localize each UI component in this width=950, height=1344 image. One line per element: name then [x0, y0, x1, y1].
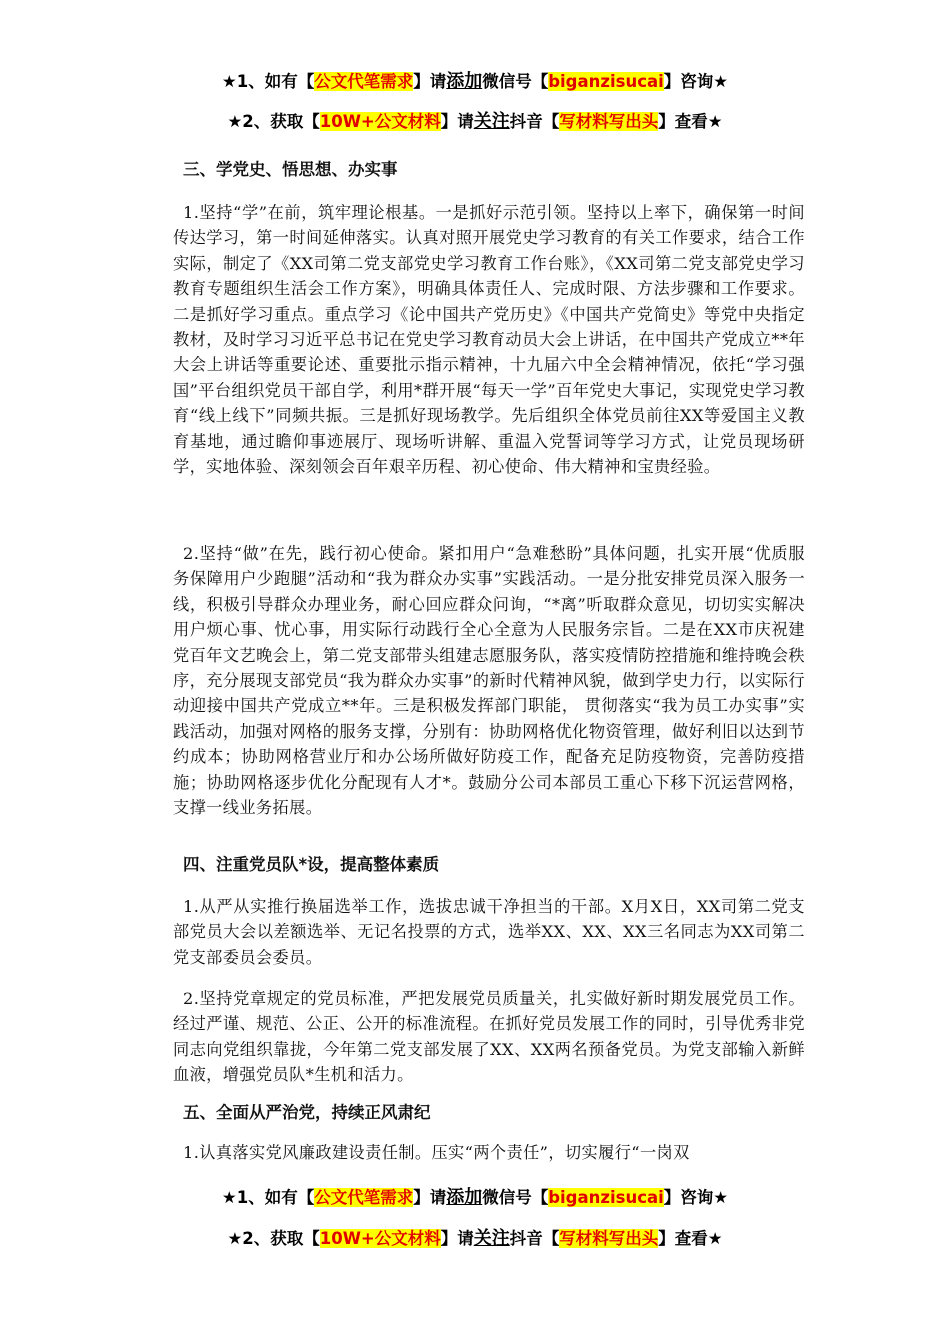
section-3-paragraph-1: [173, 200, 805, 479]
banner-highlight: biganzisucai: [548, 72, 664, 91]
banner-underline: 添加: [446, 1187, 483, 1208]
banner-highlight: 公文代笔需求: [314, 72, 414, 91]
ad-banner-line-1: [0, 70, 950, 94]
banner-text: ★2、获取【: [227, 1229, 320, 1248]
section-4-paragraph-1: [173, 894, 805, 970]
banner-highlight: 写材料写出头: [559, 112, 659, 131]
paragraph: 2.坚持“做”在先，践行初心使命。紧扣用户“急难愁盼”具体问题，扎实开展“优质服务保障用户少跑腿”活动和“我为群众办实事”实践活动。一是分批安排党员深入服务一线，积极引导群众办理业务，耐心回应群众问询，“*离”听取群众意见，切切实实解决用户烦心事、忧心事，用实际行动践行全心全意为人民服务宗旨。二是在XX市庆祝建党百年文艺晚会上，第二党支部带头组建志愿服务队，落实疫情防控措施和维持晚会秩序，充分展现支部党员“我为群众办实事”的新时代精神风貌，做到学史力行，以实际行动迎接中国共产党成立**年。三是积极发挥部门职能， 贯彻落实“我为员工办实事”实践活动，加强对网格的服务支撑，分别有：协助网格优化物资管理，做好利旧以达到节约成本；协助网格营业厅和办公场所做好防疫工作，配备充足防疫物资，完善防疫措施；协助网格逐步优化分配现有人才*。鼓励分公司本部员工重心下移下沉运营网格，支撑一线业务拓展。: [173, 544, 805, 818]
section-heading: 五、全面从严治党，持续正风肃纪: [183, 1103, 431, 1122]
banner-text: 】咨询★: [663, 1188, 729, 1207]
banner-text: 抖音【: [509, 1229, 560, 1248]
ad-banner-line-1-bottom: [0, 1186, 950, 1210]
banner-underline: 添加: [446, 71, 483, 92]
section-4-paragraph-2: [173, 986, 805, 1088]
section-4-heading-block: [173, 852, 805, 878]
banner-highlight: 10W+公文材料: [319, 1229, 441, 1248]
banner-text: 抖音【: [509, 112, 560, 131]
paragraph: 1.从严从实推行换届选举工作，选拔忠诚干净担当的干部。X月X日，XX司第二党支部党员大会以差额选举、无记名投票的方式，选举XX、XX、XX三名同志为XX司第二党支部委员会委员。: [173, 897, 805, 967]
banner-text: ★1、如有【: [221, 1188, 315, 1207]
section-heading: 三、学党史、悟思想、办实事: [183, 160, 398, 179]
section-3-paragraph-2: [173, 541, 805, 820]
banner-underline: 关注: [473, 1228, 510, 1249]
paragraph: 2.坚持党章规定的党员标准，严把发展党员质量关，扎实做好新时期发展党员工作。经过严谨、规范、公正、公开的标准流程。在抓好党员发展工作的同时，引导优秀非党同志向党组织靠拢，今年第二党支部发展了XX、XX两名预备党员。为党支部输入新鲜血液，增强党员队*生机和活力。: [173, 989, 805, 1085]
section-5-heading-block: [173, 1100, 805, 1126]
banner-text: 】查看★: [658, 1229, 723, 1248]
section-heading: 四、注重党员队*设，提高整体素质: [183, 855, 440, 874]
banner-text: 微信号【: [482, 72, 549, 91]
ad-banner-line-2: [0, 110, 950, 134]
banner-highlight: 写材料写出头: [559, 1229, 659, 1248]
section-3-heading-block: [173, 157, 805, 183]
banner-text: 】咨询★: [663, 72, 729, 91]
banner-highlight: biganzisucai: [548, 1188, 664, 1207]
banner-text: 】请: [440, 112, 474, 131]
ad-banner-line-2-bottom: [0, 1227, 950, 1251]
banner-underline: 关注: [473, 111, 510, 132]
section-5-paragraph-1: [173, 1140, 805, 1165]
banner-text: ★1、如有【: [221, 72, 315, 91]
paragraph: 1.坚持“学”在前，筑牢理论根基。一是抓好示范引领。坚持以上率下，确保第一时间传达学习，第一时间延伸落实。认真对照开展党史学习教育的有关工作要求，结合工作实际，制定了《XX司第二党支部党史学习教育工作台账》，《XX司第二党支部党史学习教育专题组织生活会工作方案》，明确具体责任人、完成时限、方法步骤和工作要求。二是抓好学习重点。重点学习《论中国共产党历史》《中国共产党简史》等党中央指定教材，及时学习习近平总书记在党史学习教育动员大会上讲话，在中国共产党成立**年大会上讲话等重要论述、重要批示指示精神，十九届六中全会精神情况，依托“学习强国”平台组织党员干部自学，利用*群开展“每天一学”百年党史大事记，实现党史学习教育“线上线下”同频共振。三是抓好现场教学。先后组织全体党员前往XX等爱国主义教育基地，通过瞻仰事迹展厅、现场听讲解、重温入党誓词等学习方式，让党员现场研学，实地体验、深刻领会百年艰辛历程、初心使命、伟大精神和宝贵经验。: [173, 203, 805, 477]
banner-highlight: 10W+公文材料: [319, 112, 441, 131]
banner-text: 】查看★: [658, 112, 723, 131]
banner-text: 】请: [413, 1188, 447, 1207]
banner-text: 】请: [440, 1229, 474, 1248]
banner-text: 微信号【: [482, 1188, 549, 1207]
banner-highlight: 公文代笔需求: [314, 1188, 414, 1207]
banner-text: ★2、获取【: [227, 112, 320, 131]
paragraph: 1.认真落实党风廉政建设责任制。压实“两个责任”，切实履行“一岗双: [183, 1143, 690, 1162]
banner-text: 】请: [413, 72, 447, 91]
